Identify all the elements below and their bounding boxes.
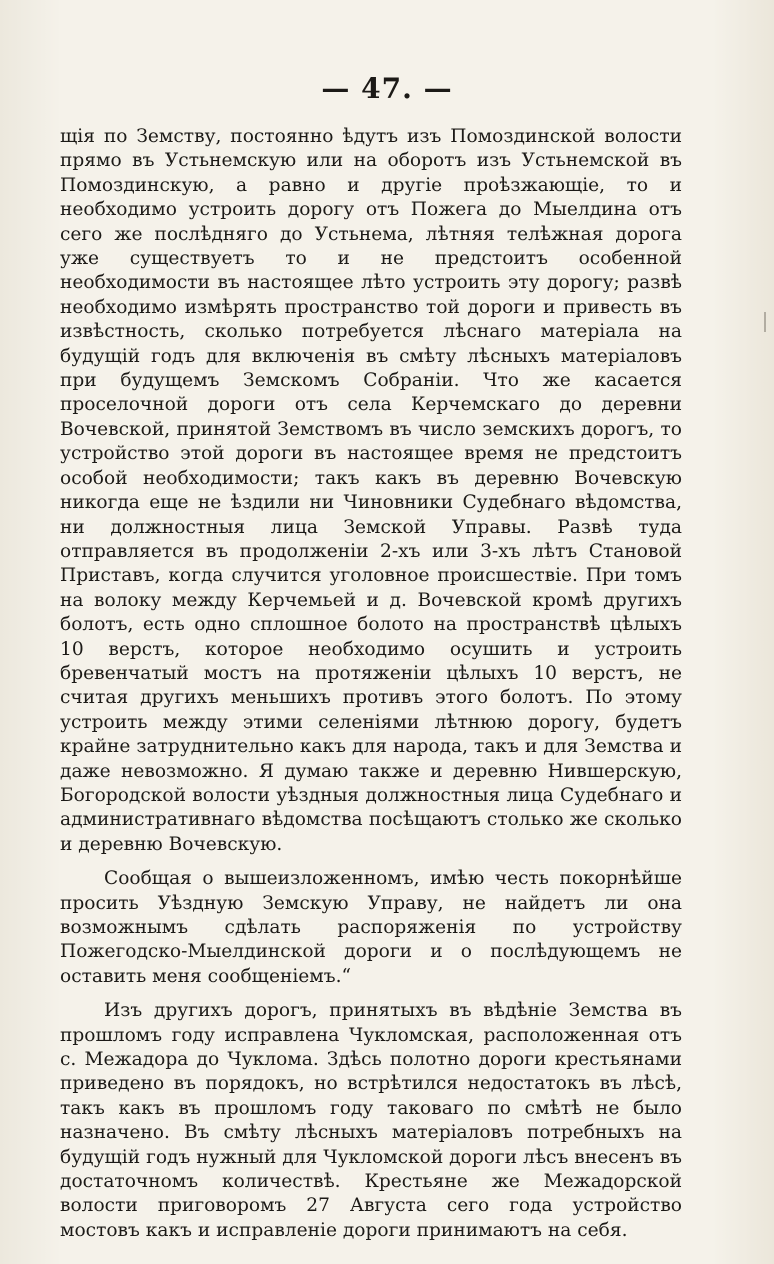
margin-mark: [764, 312, 766, 332]
body-text: [60, 125, 682, 1243]
paragraph-2: Сообщая о вышеизложенномъ, имѣю честь покорнѣйше просить Уѣздную Земскую Управу, не найдетъ ли она возможнымъ сдѣлать распоряженія по устройству Пожегодско-Мыелдинской дороги и о послѣдующемъ не оставить меня сообщеніемъ.“: [60, 868, 682, 987]
paragraph-3: Изъ другихъ дорогъ, принятыхъ въ вѣдѣніе Земства въ прошломъ году исправлена Чукломская, расположенная отъ с. Межадора до Чуклома. Здѣсь полотно дороги крестьянами приведено въ порядокъ, но встрѣтился недостатокъ въ лѣсѣ, такъ какъ въ прошломъ году таковаго по смѣтѣ не было назначено. Въ смѣту лѣсныхъ матеріаловъ потребныхъ на будущій годъ нужный для Чукломской дороги лѣсъ внесенъ въ достаточномъ количествѣ. Крестьяне же Межадорской волости приговоромъ 27 Августа сего года устройство мостовъ какъ и исправленіе дороги принимаютъ на себя.: [60, 1000, 682, 1241]
page-number: — 47. —: [321, 72, 453, 105]
paragraph-1: щія по Земству, постоянно ѣдутъ изъ Помоздинской волости прямо въ Устьнемскую или на оборотъ изъ Устьнемской въ Помоздинскую, а равно и другіе проѣзжающіе, то и необходимо устроить дорогу отъ Пожега до Мыелдина отъ сего же послѣдняго до Устьнема, лѣтняя телѣжная дорога уже существуетъ то и не предстоитъ особенной необходимости въ настоящее лѣто устроить эту дорогу; развѣ необходимо измѣрять пространство той дороги и привесть въ извѣстность, сколько потребуется лѣснаго матеріала на будущій годъ для включенія въ смѣту лѣсныхъ матеріаловъ при будущемъ Земскомъ Собраніи. Что же касается проселочной дороги отъ села Керчемскаго до деревни Вочевской, принятой Земствомъ въ число земскихъ дорогъ, то устройство этой дороги въ настоящее время не предстоитъ особой необходимости; такъ какъ въ деревню Вочевскую никогда еще не ѣздили ни Чиновники Судебнаго вѣдомства, ни должностныя лица Земской Управы. Развѣ туда отправляется въ продолженіи 2-хъ или 3-хъ лѣтъ Становой Приставъ, когда случится уголовное происшествіе. При томъ на волоку между Керчемьей и д. Вочевской кромѣ другихъ болотъ, есть одно сплошное болото на пространствѣ цѣлыхъ 10 верстъ, которое необходимо осушить и устроить бревенчатый мостъ на протяженіи цѣлыхъ 10 верстъ, не считая другихъ меньшихъ противъ этого болотъ. По этому устроить между этими селеніями лѣтнюю дорогу, будетъ крайне затруднительно какъ для народа, такъ и для Земства и даже невозможно. Я думаю также и деревню Нившерскую, Богородской волости уѣздныя должностныя лица Судебнаго и административнаго вѣдомства посѣщаютъ столько же сколько и деревню Вочевскую.: [60, 126, 682, 855]
